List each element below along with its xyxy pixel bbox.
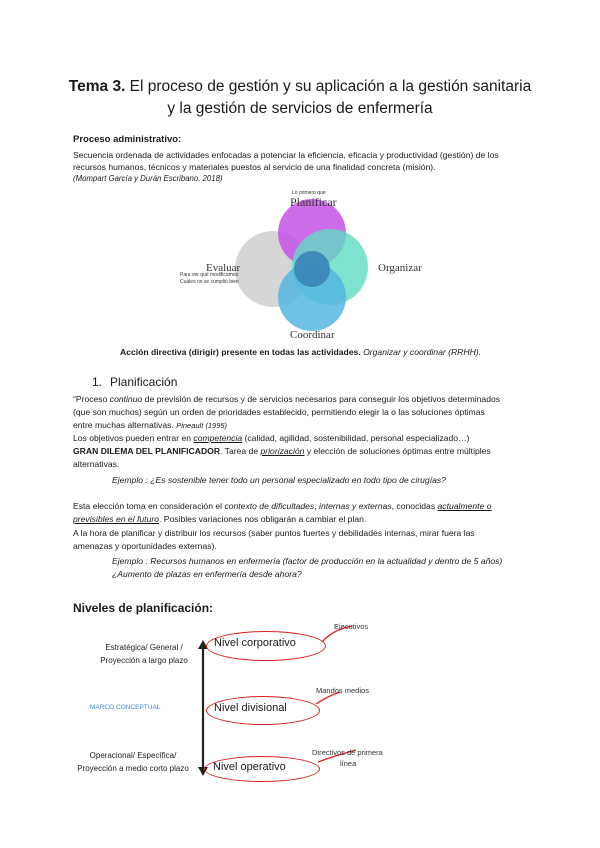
p1-a: “Proceso (73, 394, 110, 404)
left-label-bottom (70, 749, 196, 775)
p1-line3: entre muchas alternativas. (73, 420, 177, 430)
note-ejecutivos: Ejecutivos (334, 622, 369, 631)
plan-p4-line1 (73, 500, 492, 512)
venn-center (294, 251, 330, 287)
accion-text: Acción directiva (dirigir) presente en todas las actividades. (120, 347, 364, 357)
p4-e: , conocidas (391, 501, 438, 511)
p4-c: , (314, 501, 320, 511)
p4-a: Esta elección toma en consideración el (73, 501, 225, 511)
plan-p1-line3 (73, 419, 227, 432)
note-directivos: Directivos de primera (312, 748, 383, 757)
plan-p5-line1: A la hora de planificar y distribuir los recursos (saber puntos fuertes y debilidades internas, mirar fuera las (73, 528, 475, 538)
plan-p1-line2: (que son muchos) según un orden de prioridades establecido, permitiendo elegir la o las soluciones óptimas (73, 407, 485, 417)
venn-top-small: Lo primero que (292, 190, 326, 196)
venn-label-evaluar: Evaluar (206, 262, 241, 274)
p3-b: . Tarea de (220, 446, 261, 456)
note-linea: línea (340, 759, 357, 768)
p2-a: Los objetivos pueden entrar en (73, 433, 194, 443)
p4-f: actualmente o (437, 501, 492, 511)
left-bot-line2: Proyección a medio corto plazo (77, 764, 189, 773)
page-title-line2: y la gestión de servicios de enfermería (167, 100, 433, 117)
level-operativo: Nivel operativo (213, 761, 286, 773)
planificacion-number: 1. (92, 375, 103, 389)
title-prefix: Tema 3. (68, 78, 126, 95)
plan-p2 (73, 432, 470, 444)
venn-left-note1: Para ver qué modificamos (180, 272, 239, 278)
title-line1: El proceso de gestión y su aplicación a la gestión sanitaria (125, 78, 532, 95)
p4-line2-a: previsibles en el futuro (73, 514, 159, 524)
plan-example1: Ejemplo : ¿Es sostenible tener todo un personal especializado en todo tipo de cirugías? (112, 475, 446, 485)
p4-b: contexto de dificultades (224, 501, 315, 511)
p3-a: GRAN DILEMA DEL PLANIFICADOR (73, 446, 221, 456)
level-divisional: Nivel divisional (214, 702, 287, 714)
p3-c: priorización (260, 446, 305, 456)
venn-left-note2: Cuáles no se cumplió bien (180, 279, 239, 285)
planificacion-heading: Planificación (110, 375, 178, 389)
p2-b: competencia (193, 433, 243, 443)
proceso-citation: (Mompart García y Durán Escribano, 2018) (73, 174, 223, 183)
proceso-line2: recursos humanos, técnicos y materiales puestos al servicio de una finalidad concreta (misión). (73, 162, 436, 172)
proceso-heading: Proceso administrativo: (73, 134, 182, 145)
plan-p4-line2 (73, 513, 366, 525)
venn-label-planificar: Planificar (290, 195, 337, 209)
p1-b: continuo (109, 394, 143, 404)
accion-italic: Organizar y coordinar (RRHH). (363, 347, 482, 357)
left-top-line2: Proyección a largo plazo (100, 656, 188, 665)
plan-p3-line1 (73, 445, 491, 457)
marco-conceptual: MARCO CONCEPTUAL (90, 704, 161, 711)
p1-cite: Pineault (1995) (176, 421, 228, 430)
p3-d: y elección de soluciones óptimas entre múltiples (304, 446, 491, 456)
venn-label-organizar: Organizar (378, 262, 422, 274)
venn-label-coordinar: Coordinar (290, 329, 335, 341)
p4-line2-b: . Posibles variaciones nos obligarán a cambiar el plan. (158, 514, 367, 524)
p4-d: internas y externas (319, 501, 392, 511)
accion-directiva (120, 346, 481, 358)
plan-p5-line2: amenazas y oportunidades externas). (73, 541, 217, 551)
left-top-line1: Estratégica/ General / (105, 643, 183, 652)
left-label-top (84, 641, 204, 667)
page-title (0, 76, 600, 98)
left-bot-line1: Operacional/ Específica/ (89, 751, 177, 760)
proceso-line1: Secuencia ordenada de actividades enfocadas a potenciar la eficiencia, eficacia y productividad (gestión) de los (73, 150, 499, 160)
plan-p1-line1 (73, 393, 500, 405)
plan-p3-line2: alternativas. (73, 459, 120, 469)
level-corporativo: Nivel corporativo (214, 637, 296, 649)
plan-example2-line2: ¿Aumento de plazas en enfermería desde ahora? (112, 569, 302, 579)
note-mandos-medios: Mandos medios (316, 686, 369, 695)
p2-c: (calidad, agilidad, sostenibilidad, personal especializado…) (242, 433, 470, 443)
p1-c: de previsión de recursos y de servicios necesarios para conseguir los objetivos determinados (142, 394, 501, 404)
niveles-heading: Niveles de planificación: (73, 601, 214, 615)
plan-example2-line1: Ejemplo : Recursos humanos en enfermería (factor de producción en la actualidad y dentro de 5 años) (112, 556, 503, 566)
